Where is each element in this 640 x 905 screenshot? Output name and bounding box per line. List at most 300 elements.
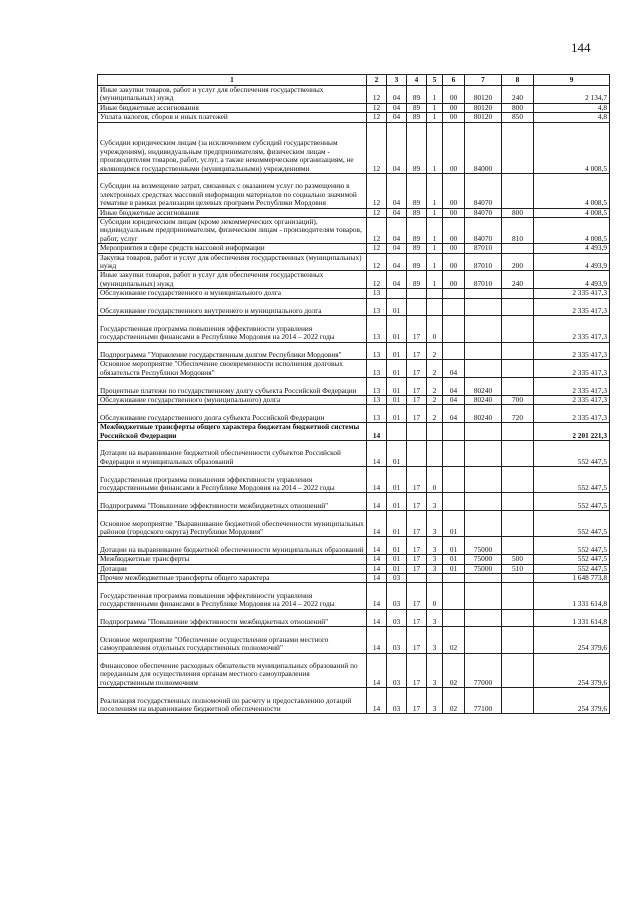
row-name-cell: Субсидии на возмещение затрат, связанных с оказанием услуг по размещению в электронных средствах массовой информации материалов по социально значимой тематике в рамках реализации целевых программ Республики Мордовия [98,174,367,209]
table-row [98,113,610,122]
measure-code-cell: 00 [443,103,465,112]
subsection-code-cell: 01 [387,378,407,396]
row-name-cell: Государственная программа повышения эффективности управления государственными финансами в Республике Мордовия на 2014 – 2022 годы [98,316,367,342]
direction-code-cell [465,316,502,342]
program-code-cell: 89 [407,271,427,289]
subprogram-code-cell: 1 [427,271,443,289]
measure-code-cell [443,467,465,493]
program-code-cell: 17 [407,609,427,627]
measure-code-cell [443,574,465,583]
amount-cell: 4 008,5 [534,174,610,209]
section-code-cell: 12 [367,103,387,112]
subprogram-code-cell: 2 [427,378,443,396]
direction-code-cell [465,289,502,298]
subsection-code-cell: 01 [387,537,407,555]
measure-code-cell [443,583,465,609]
row-name-cell: Подпрограмма "Повышение эффективности межбюджетных отношений" [98,493,367,511]
expense-type-cell: 800 [502,103,534,112]
table-row [98,537,610,555]
subsection-code-cell: 04 [387,271,407,289]
section-code-cell: 14 [367,555,387,564]
row-name-cell: Субсидии юридическим лицам (кроме некоммерческих организаций), индивидуальным предпринимателям, физическим лицам - производителям товаров, работ, услуг [98,218,367,244]
program-code-cell: 17 [407,511,427,537]
row-name-cell: Обслуживание государственного (муниципального) долга [98,396,367,405]
amount-cell: 4 493,9 [534,244,610,253]
row-name-cell: Обслуживание государственного долга субъекта Российской Федерации [98,405,367,423]
measure-code-cell: 00 [443,208,465,217]
subprogram-code-cell: 2 [427,360,443,378]
section-code-cell: 12 [367,113,387,122]
expense-type-cell [502,244,534,253]
direction-code-cell: 84070 [465,174,502,209]
header-row [98,75,610,86]
program-code-cell: 17 [407,396,427,405]
measure-code-cell: 00 [443,218,465,244]
program-code-cell: 17 [407,360,427,378]
section-code-cell: 12 [367,86,387,104]
expense-type-cell [502,493,534,511]
header-cell: 8 [502,75,534,86]
section-code-cell: 12 [367,253,387,271]
measure-code-cell: 01 [443,537,465,555]
subprogram-code-cell: 0 [427,583,443,609]
row-name-cell: Дотации на выравнивание бюджетной обеспеченности субъектов Российской Федерации и муниципальных образований [98,441,367,467]
table-row [98,396,610,405]
direction-code-cell: 75000 [465,537,502,555]
row-name-cell: Основное мероприятие "Выравнивание бюджетной обеспеченности муниципальных районов (городского округа) Республики Мордовия" [98,511,367,537]
expense-type-cell: 850 [502,113,534,122]
subprogram-code-cell: 2 [427,405,443,423]
amount-cell: 4 493,9 [534,253,610,271]
direction-code-cell: 87010 [465,271,502,289]
direction-code-cell: 80240 [465,378,502,396]
direction-code-cell: 84070 [465,208,502,217]
measure-code-cell: 00 [443,174,465,209]
section-code-cell: 14 [367,537,387,555]
measure-code-cell [443,493,465,511]
amount-cell: 254 379,6 [534,627,610,653]
program-code-cell: 17 [407,467,427,493]
direction-code-cell [465,423,502,441]
section-code-cell: 14 [367,583,387,609]
measure-code-cell: 02 [443,653,465,688]
header-cell: 7 [465,75,502,86]
expense-type-cell [502,289,534,298]
subsection-code-cell: 01 [387,441,407,467]
expense-type-cell [502,316,534,342]
subsection-code-cell: 04 [387,253,407,271]
section-code-cell: 13 [367,316,387,342]
expense-type-cell: 700 [502,396,534,405]
table-row [98,174,610,209]
row-name-cell: Реализация государственных полномочий по расчету и предоставлению дотаций поселениям на выравнивание бюджетной обеспеченности [98,688,367,714]
subsection-code-cell: 04 [387,113,407,122]
table-row [98,253,610,271]
amount-cell: 552 447,5 [534,511,610,537]
subsection-code-cell: 03 [387,688,407,714]
expense-type-cell [502,511,534,537]
expense-type-cell [502,537,534,555]
section-code-cell: 14 [367,564,387,573]
expense-type-cell [502,423,534,441]
section-code-cell: 13 [367,378,387,396]
row-name-cell: Иные закупки товаров, работ и услуг для обеспечения государственных (муниципальных) нужд [98,86,367,104]
expense-type-cell [502,583,534,609]
subprogram-code-cell: 1 [427,253,443,271]
amount-cell: 2 335 417,3 [534,396,610,405]
measure-code-cell: 02 [443,688,465,714]
program-code-cell [407,423,427,441]
section-code-cell: 14 [367,574,387,583]
subprogram-code-cell [427,423,443,441]
expense-type-cell: 240 [502,271,534,289]
subprogram-code-cell: 1 [427,244,443,253]
program-code-cell: 17 [407,493,427,511]
subprogram-code-cell: 3 [427,688,443,714]
expense-type-cell [502,342,534,360]
table-row [98,583,610,609]
expense-type-cell [502,688,534,714]
program-code-cell: 17 [407,653,427,688]
table-row [98,405,610,423]
row-name-cell: Прочие межбюджетные трансферты общего характера [98,574,367,583]
table-row [98,103,610,112]
table-row [98,467,610,493]
expense-type-cell [502,174,534,209]
amount-cell: 4,8 [534,103,610,112]
program-code-cell: 89 [407,218,427,244]
program-code-cell: 89 [407,253,427,271]
section-code-cell: 13 [367,298,387,316]
table-row [98,208,610,217]
amount-cell: 2 335 417,3 [534,405,610,423]
section-code-cell: 14 [367,493,387,511]
amount-cell: 1 331 614,8 [534,583,610,609]
amount-cell: 4 493,9 [534,271,610,289]
section-code-cell: 14 [367,467,387,493]
direction-code-cell: 77000 [465,653,502,688]
section-code-cell: 14 [367,423,387,441]
measure-code-cell: 02 [443,627,465,653]
expense-type-cell [502,627,534,653]
expense-type-cell: 720 [502,405,534,423]
table-row [98,360,610,378]
measure-code-cell [443,298,465,316]
table-row [98,218,610,244]
table-row [98,564,610,573]
subprogram-code-cell: 3 [427,653,443,688]
budget-table [97,74,610,714]
expense-type-cell [502,378,534,396]
subsection-code-cell: 03 [387,627,407,653]
subprogram-code-cell [427,289,443,298]
program-code-cell: 17 [407,342,427,360]
table-row [98,688,610,714]
row-name-cell: Закупка товаров, работ и услуг для обеспечения государственных (муниципальных) нужд [98,253,367,271]
direction-code-cell [465,342,502,360]
subsection-code-cell: 01 [387,493,407,511]
expense-type-cell [502,298,534,316]
table-row [98,493,610,511]
direction-code-cell [465,360,502,378]
subprogram-code-cell: 3 [427,609,443,627]
table-row [98,289,610,298]
amount-cell: 552 447,5 [534,467,610,493]
program-code-cell: 89 [407,113,427,122]
subprogram-code-cell: 1 [427,113,443,122]
amount-cell: 4,8 [534,113,610,122]
subsection-code-cell: 04 [387,122,407,173]
direction-code-cell: 75000 [465,564,502,573]
direction-code-cell: 75000 [465,555,502,564]
row-name-cell: Дотации [98,564,367,573]
amount-cell: 552 447,5 [534,564,610,573]
subsection-code-cell: 01 [387,511,407,537]
subsection-code-cell: 04 [387,218,407,244]
section-code-cell: 13 [367,342,387,360]
amount-cell: 254 379,6 [534,688,610,714]
header-cell: 4 [407,75,427,86]
amount-cell: 1 331 614,8 [534,609,610,627]
section-code-cell: 14 [367,653,387,688]
section-code-cell: 14 [367,609,387,627]
subsection-code-cell: 04 [387,103,407,112]
expense-type-cell [502,122,534,173]
amount-cell: 552 447,5 [534,537,610,555]
table-row [98,609,610,627]
direction-code-cell [465,574,502,583]
program-code-cell: 89 [407,122,427,173]
section-code-cell: 13 [367,405,387,423]
measure-code-cell: 04 [443,360,465,378]
table-row [98,298,610,316]
section-code-cell: 14 [367,441,387,467]
table-body [98,86,610,714]
section-code-cell: 12 [367,122,387,173]
amount-cell: 4 008,5 [534,218,610,244]
subsection-code-cell: 01 [387,342,407,360]
amount-cell: 1 648 773,8 [534,574,610,583]
subprogram-code-cell: 1 [427,208,443,217]
direction-code-cell: 84070 [465,218,502,244]
subprogram-code-cell: 2 [427,342,443,360]
header-cell: 1 [98,75,367,86]
section-code-cell: 14 [367,627,387,653]
subsection-code-cell: 03 [387,574,407,583]
section-code-cell: 12 [367,218,387,244]
row-name-cell: Межбюджетные трансферты общего характера бюджетам бюджетной системы Российской Федерации [98,423,367,441]
subprogram-code-cell: 1 [427,218,443,244]
subsection-code-cell: 04 [387,208,407,217]
measure-code-cell: 00 [443,271,465,289]
program-code-cell [407,574,427,583]
measure-code-cell: 00 [443,253,465,271]
measure-code-cell: 00 [443,113,465,122]
direction-code-cell: 87010 [465,244,502,253]
row-name-cell: Иные бюджетные ассигнования [98,208,367,217]
subprogram-code-cell: 1 [427,103,443,112]
row-name-cell: Финансовое обеспечение расходных обязательств муниципальных образований по переданным для осуществления органам местного самоуправления государственным полномочиям [98,653,367,688]
measure-code-cell: 01 [443,564,465,573]
measure-code-cell [443,441,465,467]
subprogram-code-cell: 1 [427,86,443,104]
measure-code-cell: 00 [443,244,465,253]
expense-type-cell [502,653,534,688]
table-row [98,511,610,537]
subprogram-code-cell: 3 [427,493,443,511]
subsection-code-cell [387,423,407,441]
amount-cell: 2 201 221,3 [534,423,610,441]
amount-cell: 552 447,5 [534,555,610,564]
subprogram-code-cell [427,441,443,467]
subprogram-code-cell: 3 [427,537,443,555]
table-row [98,244,610,253]
measure-code-cell [443,316,465,342]
expense-type-cell: 200 [502,253,534,271]
subsection-code-cell: 04 [387,174,407,209]
row-name-cell: Основное мероприятие "Обеспечение осуществления органами местного самоуправления отдельных государственных полномочий" [98,627,367,653]
table-row [98,627,610,653]
table-row [98,342,610,360]
program-code-cell: 17 [407,316,427,342]
subsection-code-cell: 01 [387,360,407,378]
expense-type-cell [502,574,534,583]
subprogram-code-cell [427,574,443,583]
subsection-code-cell: 01 [387,564,407,573]
subprogram-code-cell: 2 [427,396,443,405]
section-code-cell: 12 [367,244,387,253]
direction-code-cell: 80120 [465,113,502,122]
table-row [98,423,610,441]
amount-cell: 552 447,5 [534,493,610,511]
measure-code-cell [443,342,465,360]
row-name-cell: Иные бюджетные ассигнования [98,103,367,112]
subprogram-code-cell: 1 [427,174,443,209]
row-name-cell: Процентные платежи по государственному долгу субъекта Российской Федерации [98,378,367,396]
header-cell: 6 [443,75,465,86]
direction-code-cell [465,609,502,627]
measure-code-cell: 01 [443,511,465,537]
measure-code-cell [443,423,465,441]
amount-cell: 4 008,5 [534,122,610,173]
measure-code-cell: 04 [443,396,465,405]
page-number: 144 [571,40,591,55]
program-code-cell: 17 [407,627,427,653]
amount-cell: 2 335 417,3 [534,289,610,298]
expense-type-cell: 510 [502,564,534,573]
table-row [98,555,610,564]
expense-type-cell: 240 [502,86,534,104]
expense-type-cell [502,609,534,627]
subsection-code-cell: 01 [387,405,407,423]
header-cell: 3 [387,75,407,86]
program-code-cell: 17 [407,405,427,423]
subprogram-code-cell: 1 [427,122,443,173]
subprogram-code-cell: 0 [427,316,443,342]
direction-code-cell: 80240 [465,396,502,405]
program-code-cell: 89 [407,174,427,209]
program-code-cell: 89 [407,208,427,217]
expense-type-cell [502,360,534,378]
section-code-cell: 12 [367,208,387,217]
direction-code-cell [465,627,502,653]
subsection-code-cell: 03 [387,583,407,609]
program-code-cell: 89 [407,86,427,104]
measure-code-cell: 04 [443,378,465,396]
measure-code-cell [443,289,465,298]
program-code-cell [407,289,427,298]
measure-code-cell: 01 [443,555,465,564]
direction-code-cell [465,441,502,467]
row-name-cell: Уплата налогов, сборов и иных платежей [98,113,367,122]
row-name-cell: Обслуживание государственного и муниципального долга [98,289,367,298]
section-code-cell: 12 [367,271,387,289]
program-code-cell: 17 [407,583,427,609]
table-row [98,271,610,289]
table-row [98,86,610,104]
subprogram-code-cell: 3 [427,564,443,573]
program-code-cell: 89 [407,244,427,253]
row-name-cell: Государственная программа повышения эффективности управления государственными финансами в Республике Мордовия на 2014 – 2022 годы [98,467,367,493]
subsection-code-cell: 01 [387,467,407,493]
measure-code-cell: 00 [443,122,465,173]
amount-cell: 2 335 417,3 [534,316,610,342]
subsection-code-cell: 01 [387,316,407,342]
amount-cell: 2 335 417,3 [534,378,610,396]
row-name-cell: Иные закупки товаров, работ и услуг для обеспечения государственных (муниципальных) нужд [98,271,367,289]
amount-cell: 552 447,5 [534,441,610,467]
program-code-cell: 17 [407,688,427,714]
amount-cell: 2 335 417,3 [534,342,610,360]
direction-code-cell [465,493,502,511]
direction-code-cell [465,511,502,537]
program-code-cell: 17 [407,555,427,564]
subsection-code-cell: 01 [387,298,407,316]
amount-cell: 2 335 417,3 [534,298,610,316]
table-row [98,574,610,583]
section-code-cell: 13 [367,360,387,378]
table-row [98,378,610,396]
expense-type-cell: 800 [502,208,534,217]
row-name-cell: Обслуживание государственного внутреннего и муниципального долга [98,298,367,316]
row-name-cell: Межбюджетные трансферты [98,555,367,564]
direction-code-cell: 84000 [465,122,502,173]
table-row [98,316,610,342]
measure-code-cell: 00 [443,86,465,104]
table-row [98,441,610,467]
direction-code-cell [465,467,502,493]
program-code-cell: 17 [407,378,427,396]
direction-code-cell: 80240 [465,405,502,423]
subsection-code-cell: 01 [387,396,407,405]
section-code-cell: 12 [367,174,387,209]
header-cell: 2 [367,75,387,86]
expense-type-cell: 810 [502,218,534,244]
row-name-cell: Субсидии юридическим лицам (за исключением субсидий государственным учреждениям), индивидуальным предпринимателям, физическим лицам - производителям товаров, работ, услуг, а также некоммерческим организациям, не являющимся государственными (муниципальными) учреждениями [98,122,367,173]
expense-type-cell: 500 [502,555,534,564]
section-code-cell: 14 [367,511,387,537]
direction-code-cell: 77100 [465,688,502,714]
subsection-code-cell: 04 [387,86,407,104]
direction-code-cell: 80120 [465,86,502,104]
measure-code-cell: 04 [443,405,465,423]
direction-code-cell [465,583,502,609]
subprogram-code-cell [427,298,443,316]
amount-cell: 2 134,7 [534,86,610,104]
row-name-cell: Дотации на выравнивание бюджетной обеспеченности муниципальных образований [98,537,367,555]
amount-cell: 2 335 417,3 [534,360,610,378]
subprogram-code-cell: 0 [427,467,443,493]
